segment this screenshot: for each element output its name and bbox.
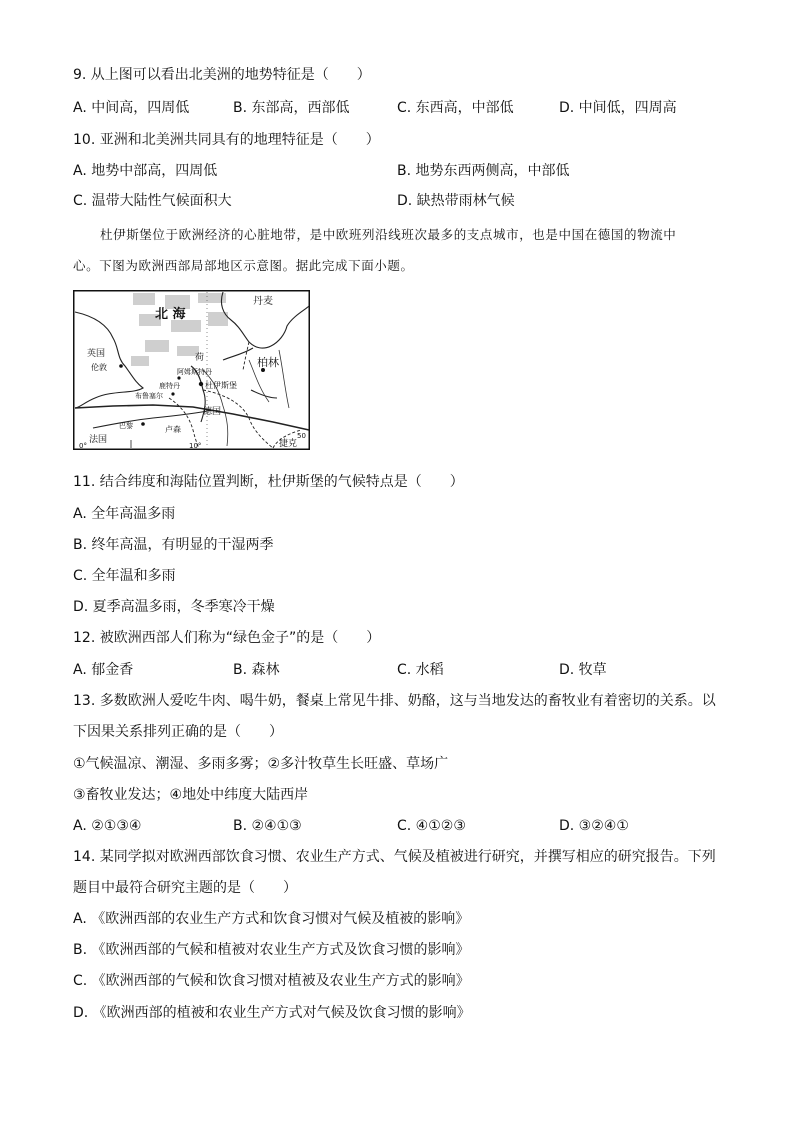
map-label-germany: 德国 [203,407,222,417]
q11-option-b: B. 终年高温，有明显的干湿两季 [73,537,274,553]
q9-option-a: A. 中间高，四周低 [73,100,190,116]
q10-option-a: A. 地势中部高，四周低 [73,163,218,179]
map-label-denmark: 丹麦 [253,296,273,307]
q14-option-b: B. 《欧洲西部的气候和植被对农业生产方式及饮食习惯的影响》 [73,942,470,958]
q13-item-line-2: ③畜牧业发达；④地处中纬度大陆西岸 [73,787,309,803]
map-label-luxembourg: 卢森 [165,425,181,434]
q10-option-b: B. 地势东西两侧高，中部低 [397,163,570,179]
map-label-lat50: 50 [297,432,306,440]
q13-item-line-1: ①气候温凉、潮湿、多雨多雾；②多汁牧草生长旺盛、草场广 [73,756,449,772]
rotterdam-dot [177,376,180,379]
q13-option-d: D. ③②④① [559,818,629,834]
map-label-lon0: 0° [79,442,87,450]
q10-option-c: C. 温带大陆性气候面积大 [73,193,232,209]
brussels-dot [171,392,174,395]
passage-line-2: 心。下图为欧洲西部局部地区示意图。据此完成下面小题。 [73,258,414,273]
q12-option-d: D. 牧草 [559,662,607,678]
q9-option-d: D. 中间低，四周高 [559,100,677,116]
q13-stem-line-2: 下因果关系排列正确的是（ ） [73,724,283,740]
q14-stem-line-2: 题目中最符合研究主题的是（ ） [73,880,297,896]
map-label-berlin: 柏林 [257,356,279,369]
paris-dot [141,422,145,426]
map-label-uk: 英国 [87,349,106,359]
q10-stem: 10. 亚洲和北美洲共同具有的地理特征是（ ） [73,132,380,148]
q13-option-a: A. ②①③④ [73,818,142,834]
q9-stem: 9. 从上图可以看出北美洲的地势特征是（ ） [73,67,371,83]
q9-option-b: B. 东部高，西部低 [233,100,350,116]
map-label-duisburg: 杜伊斯堡 [205,381,237,390]
q9-option-c: C. 东西高，中部低 [397,100,514,116]
western-europe-map [73,290,310,450]
q11-option-c: C. 全年温和多雨 [73,568,176,584]
duisburg-dot [199,382,203,386]
q13-stem-line-1: 13. 多数欧洲人爱吃牛肉、喝牛奶，餐桌上常见牛排、奶酪，这与当地发达的畜牧业有着密切的关系。以 [73,693,716,709]
map-label-amsterdam: 阿姆斯特丹 [177,368,212,376]
map-label-paris: 巴黎 [119,422,133,430]
map-label-london: 伦敦 [91,363,107,372]
london-dot [119,364,123,368]
passage-line-1: 杜伊斯堡位于欧洲经济的心脏地带，是中欧班列沿线班次最多的支点城市，也是中国在德国的物流中 [100,227,677,242]
q12-option-a: A. 郁金香 [73,662,134,678]
q12-option-b: B. 森林 [233,662,280,678]
q12-option-c: C. 水稻 [397,662,444,678]
map-label-czech: 捷克 [279,439,298,449]
q12-stem: 12. 被欧洲西部人们称为“绿色金子”的是（ ） [73,630,381,646]
q14-option-a: A. 《欧洲西部的农业生产方式和饮食习惯对气候及植被的影响》 [73,911,470,927]
q13-option-b: B. ②④①③ [233,818,302,834]
map-label-lon10: 10° [189,442,202,450]
q14-stem-line-1: 14. 某同学拟对欧洲西部饮食习惯、农业生产方式、气候及植被进行研究，并撰写相应的研究报告。下列 [73,849,716,865]
q14-option-d: D. 《欧洲西部的植被和农业生产方式对气候及饮食习惯的影响》 [73,1005,471,1021]
map-label-netherlands: 荷 [195,353,205,363]
q13-option-c: C. ④①②③ [397,818,466,834]
map-label-north-sea: 北 海 [155,307,186,322]
map-label-rotterdam: 鹿特丹 [159,382,180,390]
map-label-brussels: 布鲁塞尔 [135,392,163,400]
map-label-france: 法国 [89,435,108,445]
q11-option-a: A. 全年高温多雨 [73,506,176,522]
q10-option-d: D. 缺热带雨林气候 [397,193,515,209]
q11-stem: 11. 结合纬度和海陆位置判断，杜伊斯堡的气候特点是（ ） [73,474,464,490]
q11-option-d: D. 夏季高温多雨，冬季寒冷干燥 [73,599,275,615]
q14-option-c: C. 《欧洲西部的气候和饮食习惯对植被及农业生产方式的影响》 [73,973,470,989]
